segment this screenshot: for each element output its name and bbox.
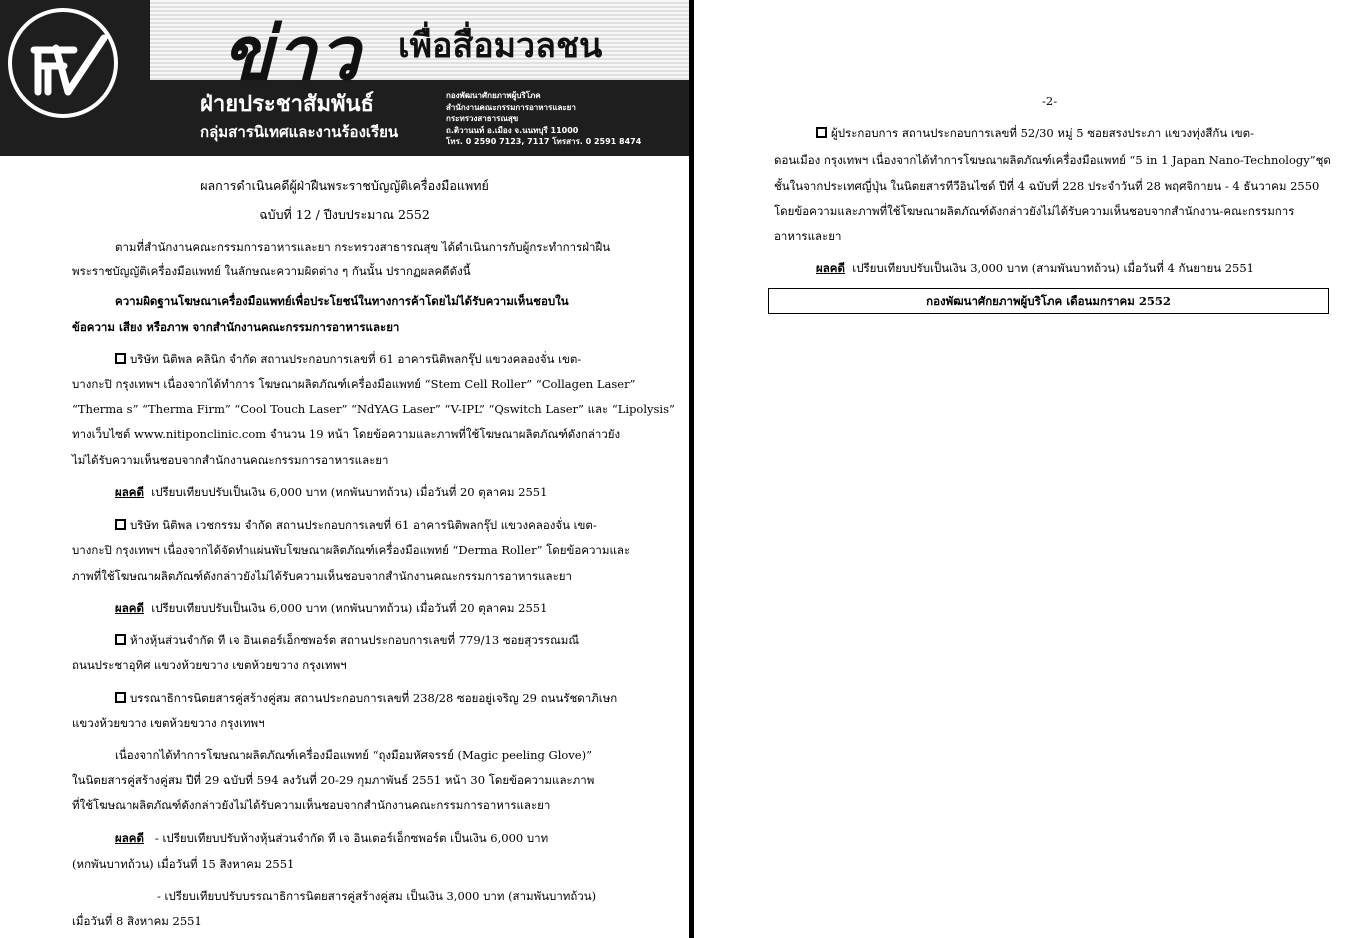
- news-subtitle: เพื่อสื่อมวลชน: [398, 26, 603, 66]
- case-result: ผลคดี เปรียบเทียบปรับเป็นเงิน 6,000 บาท (หกพันบาทถ้วน) เมื่อวันที่ 20 ตุลาคม 2551: [115, 601, 548, 615]
- section-heading: ความผิดฐานโฆษณาเครื่องมือแพทย์เพื่อประโยชน์ในทางการค้าโดยไม่ได้รับความเห็นชอบใน: [115, 294, 569, 308]
- case-line: ห้างหุ้นส่วนจำกัด ที เจ อินเตอร์เอ็กซพอร์ต สถานประกอบการเลขที่ 779/13 ซอยสุวรรณมณี: [115, 628, 579, 653]
- checkbox-bullet-icon: [115, 692, 126, 703]
- case-result: - เปรียบเทียบปรับบรรณาธิการนิตยสารคู่สร้างคู่สม เป็นเงิน 3,000 บาท (สามพันบาทถ้วน): [157, 889, 597, 903]
- intro-line: ตามที่สำนักงานคณะกรรมการอาหารและยา กระทรวงสาธารณสุข ได้ดำเนินการกับผู้กระทำการฝ่าฝืน: [115, 240, 611, 254]
- case-result: เมื่อวันที่ 8 สิงหาคม 2551: [72, 914, 202, 928]
- case-line: บริษัท นิติพล เวชกรรม จำกัด สถานประกอบการเลขที่ 61 อาคารนิติพลกรุ๊ป แขวงคลองจั่น เขต-: [115, 513, 597, 538]
- checkbox-bullet-icon: [115, 634, 126, 645]
- case-line: ชั้นในจากประเทศญี่ปุ่น ในนิตยสารทีวีอินไซด์ ปีที่ 4 ฉบับที่ 228 ประจำวันที่ 28 พฤศจิกายน - 4 ธันวาคม 2550: [774, 179, 1320, 193]
- address-line: สำนักงานคณะกรรมการอาหารและยา: [446, 102, 576, 112]
- result-label: ผลคดี: [816, 261, 845, 275]
- case-line: ผู้ประกอบการ สถานประกอบการเลขที่ 52/30 หมู่ 5 ซอยสรงประภา แขวงทุ่งสีกัน เขต-: [816, 121, 1254, 146]
- case-line: โดยข้อความและภาพที่ใช้โฆษณาผลิตภัณฑ์ดังกล่าวยังไม่ได้รับความเห็นชอบจากสำนักงาน-คณะกรรมการ: [774, 204, 1295, 218]
- case-result: ผลคดี เปรียบเทียบปรับเป็นเงิน 3,000 บาท (สามพันบาทถ้วน) เมื่อวันที่ 4 กันยายน 2551: [816, 261, 1254, 275]
- result-label: ผลคดี: [115, 601, 144, 615]
- document-title: ผลการดำเนินคดีผู้ฝ่าฝืนพระราชบัญญัติเครื่องมือแพทย์: [200, 178, 489, 193]
- department-name: ฝ่ายประชาสัมพันธ์: [200, 92, 374, 117]
- checkbox-bullet-icon: [115, 519, 126, 530]
- section-heading: ข้อความ เสียง หรือภาพ จากสำนักงานคณะกรรมการอาหารและยา: [72, 320, 400, 334]
- case-line: แขวงห้วยขวาง เขตห้วยขวาง กรุงเทพฯ: [72, 716, 265, 730]
- case-line: ดอนเมือง กรุงเทพฯ เนื่องจากได้ทำการโฆษณาผลิตภัณฑ์เครื่องมือแพทย์ “5 in 1 Japan Nano-Technology”ชุด: [774, 153, 1331, 167]
- address-line: โทร. 0 2590 7123, 7117 โทรสาร. 0 2591 8474: [446, 137, 642, 146]
- case-line: บริษัท นิติพล คลินิก จำกัด สถานประกอบการเลขที่ 61 อาคารนิติพลกรุ๊ป แขวงคลองจั่น เขต-: [115, 347, 581, 372]
- case-line: เนื่องจากได้ทำการโฆษณาผลิตภัณฑ์เครื่องมือแพทย์ “ถุงมือมหัศจรรย์ (Magic peeling Glove)”: [115, 748, 592, 762]
- case-line: บางกะปิ กรุงเทพฯ เนื่องจากได้จัดทำแผ่นพับโฆษณาผลิตภัณฑ์เครื่องมือแพทย์ “Derma Roller” โดยข้อความและ: [72, 543, 631, 557]
- address-line: ถ.ติวานนท์ อ.เมือง จ.นนทบุรี 11000: [446, 125, 579, 135]
- department-subunit: กลุ่มสารนิเทศและงานร้องเรียน: [200, 123, 399, 141]
- news-headline-word: ข่าว: [222, 11, 362, 97]
- case-line: ที่ใช้โฆษณาผลิตภัณฑ์ดังกล่าวยังไม่ได้รับความเห็นชอบจากสำนักงานคณะกรรมการอาหารและยา: [72, 798, 551, 812]
- document-page-2: [694, 0, 1351, 938]
- issue-number: ฉบับที่ 12 / ปีงบประมาณ 2552: [259, 207, 430, 222]
- fda-logo: [8, 8, 118, 118]
- checkbox-bullet-icon: [115, 353, 126, 364]
- address-line: กระทรวงสาธารณสุข: [446, 114, 519, 123]
- result-label: ผลคดี: [115, 485, 144, 499]
- case-line: ถนนประชาอุทิศ แขวงห้วยขวาง เขตห้วยขวาง กรุงเทพฯ: [72, 658, 347, 672]
- case-line: บางกะปิ กรุงเทพฯ เนื่องจากได้ทำการ โฆษณาผลิตภัณฑ์เครื่องมือแพทย์ “Stem Cell Roller” “Collagen Laser”: [72, 377, 636, 391]
- case-line: อาหารและยา: [774, 229, 842, 243]
- case-result: ผลคดี เปรียบเทียบปรับเป็นเงิน 6,000 บาท (หกพันบาทถ้วน) เมื่อวันที่ 20 ตุลาคม 2551: [115, 485, 548, 499]
- case-line: ภาพที่ใช้โฆษณาผลิตภัณฑ์ดังกล่าวยังไม่ได้รับความเห็นชอบจากสำนักงานคณะกรรมการอาหารและยา: [72, 569, 572, 583]
- press-release-banner: [0, 0, 689, 156]
- footer-signature-box: กองพัฒนาศักยภาพผู้บริโภค เดือนมกราคม 2552: [768, 288, 1329, 314]
- case-result: ผลคดี - เปรียบเทียบปรับห้างหุ้นส่วนจำกัด ที เจ อินเตอร์เอ็กซพอร์ต เป็นเงิน 6,000 บาท: [115, 831, 549, 845]
- case-line: ทางเว็บไซต์ www.nitiponclinic.com จำนวน 19 หน้า โดยข้อความและภาพที่ใช้โฆษณาผลิตภัณฑ์ดังกล่าวยัง: [72, 427, 621, 441]
- case-result: (หกพันบาทถ้วน) เมื่อวันที่ 15 สิงหาคม 2551: [72, 857, 295, 871]
- case-line: ไม่ได้รับความเห็นชอบจากสำนักงานคณะกรรมการอาหารและยา: [72, 453, 389, 467]
- office-address: [446, 90, 686, 148]
- case-line: “Therma s” “Therma Firm” “Cool Touch Laser” “NdYAG Laser” “V-IPL” “Qswitch Laser” และ “Lipolysis”: [72, 402, 675, 416]
- case-line: ในนิตยสารคู่สร้างคู่สม ปีที่ 29 ฉบับที่ 594 ลงวันที่ 20-29 กุมภาพันธ์ 2551 หน้า 30 โดยข้อความและภาพ: [72, 773, 595, 787]
- case-line: บรรณาธิการนิตยสารคู่สร้างคู่สม สถานประกอบการเลขที่ 238/28 ซอยอยู่เจริญ 29 ถนนรัชดาภิเษก: [115, 686, 617, 711]
- checkbox-bullet-icon: [816, 127, 827, 138]
- page-number: -2-: [1042, 94, 1058, 108]
- result-label: ผลคดี: [115, 831, 144, 845]
- address-line: กองพัฒนาศักยภาพผู้บริโภค: [446, 91, 541, 100]
- intro-line: พระราชบัญญัติเครื่องมือแพทย์ ในลักษณะความผิดต่าง ๆ กันนั้น ปรากฏผลคดีดังนี้: [72, 264, 471, 278]
